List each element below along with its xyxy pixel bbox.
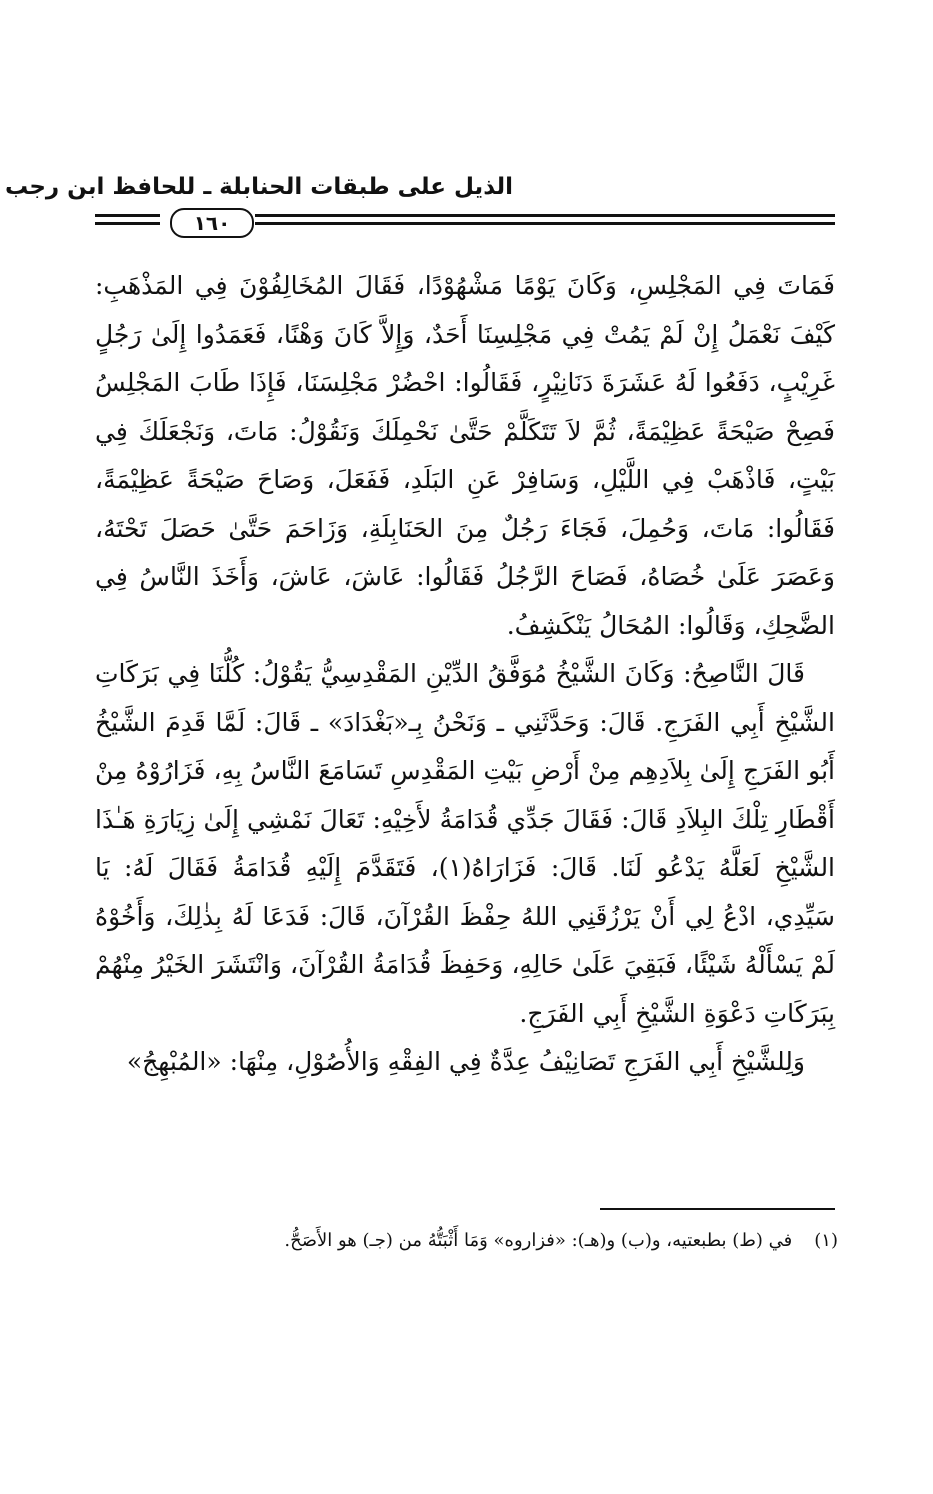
paragraph-3: وَلِلشَّيْخِ أَبِي الفَرَجِ تَصَانِيْفُ عِدَّةٌ فِي الفِقْهِ وَالأُصُوْلِ، مِنْهَا: «المُبْهِجُ» [126, 1047, 805, 1076]
page-number: ١٦٠ [170, 208, 254, 238]
header-rule-right-top [255, 214, 835, 217]
header-rule-right-bottom [255, 222, 835, 225]
header-rule-left-top [95, 214, 160, 217]
paragraph-1: فَمَاتَ فِي المَجْلِسِ، وَكَانَ يَوْمًا مَشْهُوْدًا، فَقَالَ المُخَالِفُوْنَ فِي المَذْهَبِ: كَيْفَ نَعْمَلُ إِنْ لَمْ يَمُتْ فِي مَجْلِسِنَا أَحَدٌ، وَإِلاَّ كَانَ وَهْنًا، فَعَمَدُوا إِلَىٰ رَجُلٍ غَرِيْبٍ، دَفَعُوا لَهُ عَشَرَةَ دَنَانِيْرٍ، فَقَالُوا: احْضُرْ مَجْلِسَنَا، فَإِذَا طَابَ المَجْلِسُ فَصِحْ صَيْحَةً عَظِيْمَةً، ثُمَّ لاَ تَتَكَلَّمْ حَتَّىٰ نَحْمِلَكَ وَنَقُوْلُ: مَاتَ، وَنَجْعَلَكَ فِي بَيْتٍ، فَاذْهَبْ فِي اللَّيْلِ، وَسَافِرْ عَنِ البَلَدِ، فَفَعَلَ، وَصَاحَ صَيْحَةً عَظِيْمَةً، فَقَالُوا: مَاتَ، وَحُمِلَ، فَجَاءَ رَجُلٌ مِنَ الحَنَابِلَةِ، وَزَاحَمَ حَتَّىٰ حَصَلَ تَحْتَهُ، وَعَصَرَ عَلَىٰ خُصَاهُ، فَصَاحَ الرَّجُلُ فَقَالُوا: عَاشَ، عَاشَ، وَأَخَذَ النَّاسُ فِي الضَّحِكِ، وَقَالُوا: المُحَالُ يَنْكَشِفُ. [95, 271, 835, 640]
running-header-title: الذيل على طبقات الحنابلة ـ للحافظ ابن رجب [4, 174, 513, 200]
footnote-text: في (ط) بطبعتيه، و(ب) و(هـ): «فزاروه» وَمَا أَثْبَتُّهُ من (جـ) هو الأَصَحُّ. [284, 1230, 793, 1251]
header-rule-left-bottom [95, 222, 160, 225]
footnote-divider [600, 1208, 835, 1210]
footnote [98, 1228, 838, 1254]
paragraph-2: قَالَ النَّاصِحُ: وَكَانَ الشَّيْخُ مُوَفَّقُ الدِّيْنِ المَقْدِسِيُّ يَقُوْلُ: كُلُّنَا فِي بَرَكَاتِ الشَّيْخِ أَبِي الفَرَجِ. قَالَ: وَحَدَّثَنِي ـ وَنَحْنُ بِـ«بَغْدَادَ» ـ قَالَ: لَمَّا قَدِمَ الشَّيْخُ أَبُو الفَرَجِ إِلَىٰ بِلاَدِهِم مِنْ أَرْضِ بَيْتِ المَقْدِسِ تَسَامَعَ النَّاسُ بِهِ، فَزَارُوْهُ مِنْ أَقْطَارِ تِلْكَ البِلاَدِ قَالَ: فَقَالَ جَدِّي قُدَامَةُ لأَخِيْهِ: تَعَالَ نَمْشِي إِلَىٰ زِيَارَةِ هَـٰذَا الشَّيْخِ لَعَلَّهُ يَدْعُو لَنَا. قَالَ: فَزَارَاهُ(١)، فَتَقَدَّمَ إِلَيْهِ قُدَامَةُ فَقَالَ لَهُ: يَا سَيِّدِي، ادْعُ لِي أَنْ يَرْزُقَنِي اللهُ حِفْظَ القُرْآنَ، قَالَ: فَدَعَا لَهُ بِذٰلِكَ، وَأَخُوْهُ لَمْ يَسْأَلْهُ شَيْئًا، فَبَقِيَ عَلَىٰ حَالِهِ، وَحَفِظَ قُدَامَةُ القُرْآنَ، وَانْتَشَرَ الخَيْرُ مِنْهُمْ بِبَرَكَاتِ دَعْوَةِ الشَّيْخِ أَبِي الفَرَجِ. [95, 659, 836, 1028]
footnote-marker: (١) [814, 1230, 838, 1251]
header-rule [95, 208, 835, 242]
main-text [95, 262, 835, 1087]
